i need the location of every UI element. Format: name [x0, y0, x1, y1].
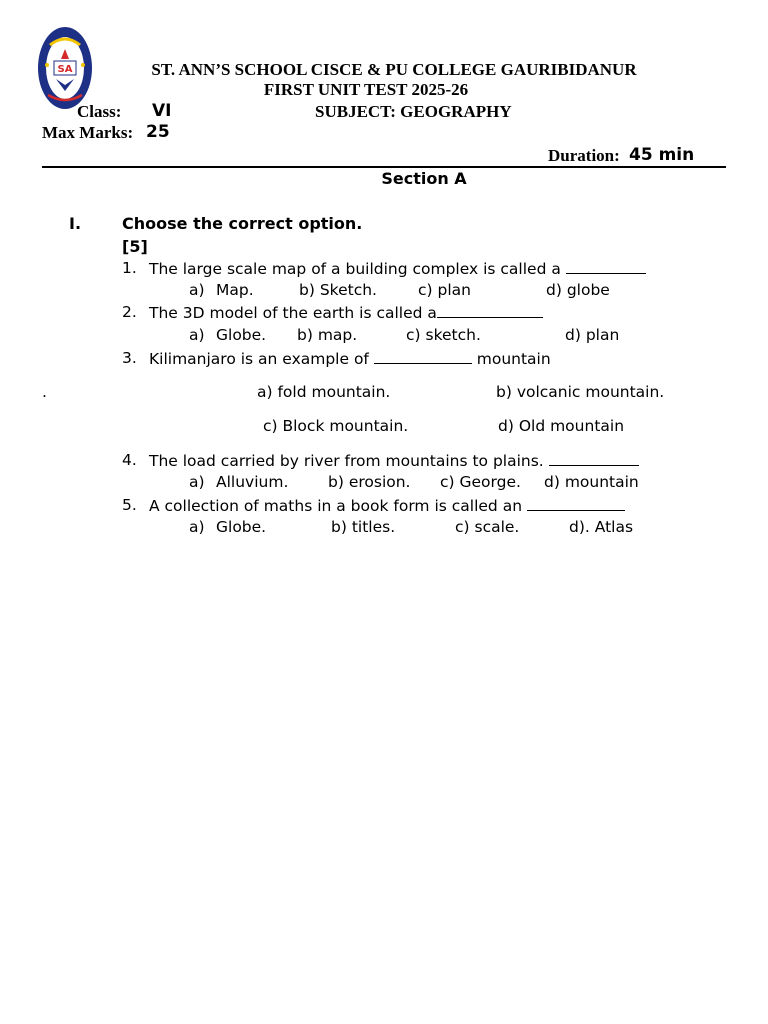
- stray-mark: .: [42, 383, 47, 401]
- question-text: The 3D model of the earth is called a: [149, 303, 543, 322]
- question-5: [122, 496, 722, 516]
- question-text: Kilimanjaro is an example of mountain: [149, 350, 551, 368]
- test-title: FIRST UNIT TEST 2025-26: [263, 80, 469, 99]
- question-marks: [5]: [122, 237, 148, 256]
- option-a: Map.: [216, 281, 254, 299]
- answer-blank: [527, 496, 625, 511]
- option-c: c) plan: [418, 281, 471, 299]
- question-group-number: I.: [69, 214, 82, 233]
- option-a: Globe.: [216, 326, 267, 344]
- option-d: d) mountain: [544, 473, 639, 491]
- crest-emblem-text: SA: [57, 64, 73, 75]
- option-c: c) Block mountain.: [263, 417, 409, 435]
- answer-blank: [566, 259, 646, 274]
- max-marks-label: Max Marks:: [42, 123, 134, 142]
- question-number: 1.: [122, 259, 137, 277]
- option-c: c) scale.: [455, 518, 520, 536]
- option-b: b) erosion.: [328, 473, 411, 491]
- option-c: c) George.: [440, 473, 521, 491]
- question-text: The load carried by river from mountains to plains.: [149, 451, 639, 470]
- option-a-label: a): [189, 518, 205, 536]
- option-d: d) Old mountain: [498, 417, 625, 435]
- option-b: b) titles.: [331, 518, 396, 536]
- duration-label: Duration:: [548, 146, 620, 165]
- question-text: The large scale map of a building complex is called a: [149, 259, 646, 278]
- section-title: Section A: [381, 169, 467, 188]
- answer-blank: [374, 349, 472, 364]
- option-c: c) sketch.: [406, 326, 481, 344]
- option-b: b) map.: [297, 326, 358, 344]
- option-a-label: a): [189, 473, 205, 491]
- class-label: Class:: [77, 102, 122, 121]
- option-a: Alluvium.: [216, 473, 289, 491]
- option-d: d). Atlas: [569, 518, 634, 536]
- duration-value: 45 min: [629, 145, 695, 165]
- question-number: 2.: [122, 303, 137, 321]
- option-a-label: a): [189, 281, 205, 299]
- option-d: d) plan: [565, 326, 620, 344]
- question-2: [122, 303, 722, 323]
- question-3: [122, 349, 722, 369]
- option-a-label: a): [189, 326, 205, 344]
- question-1: [122, 259, 722, 279]
- option-b: b) volcanic mountain.: [496, 383, 665, 401]
- question-number: 4.: [122, 451, 137, 469]
- question-number: 5.: [122, 496, 137, 514]
- option-b: b) Sketch.: [299, 281, 377, 299]
- header-divider: [42, 166, 726, 168]
- question-text: A collection of maths in a book form is called an: [149, 496, 625, 515]
- question-number: 3.: [122, 349, 137, 367]
- option-a: a) fold mountain.: [257, 383, 391, 401]
- max-marks-value: 25: [146, 122, 170, 142]
- school-name: ST. ANN’S SCHOOL CISCE & PU COLLEGE GAURIBIDANUR: [151, 60, 637, 79]
- option-a: Globe.: [216, 518, 267, 536]
- class-value: VI: [152, 101, 172, 121]
- answer-blank: [437, 303, 543, 318]
- question-instruction: Choose the correct option.: [122, 214, 363, 233]
- option-d: d) globe: [546, 281, 610, 299]
- answer-blank: [549, 451, 639, 466]
- subject-label: SUBJECT: GEOGRAPHY: [315, 102, 512, 121]
- question-4: [122, 451, 722, 471]
